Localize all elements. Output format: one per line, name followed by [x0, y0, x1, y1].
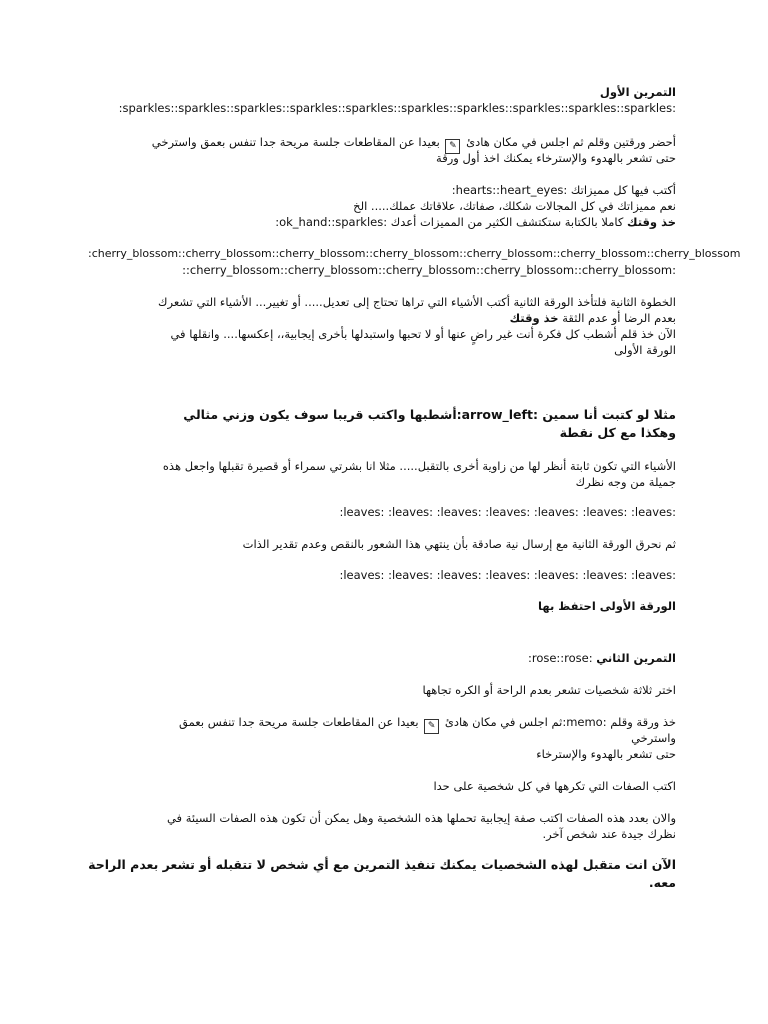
- paragraph-4-line-2: جميلة من وجه نظرك: [575, 475, 676, 489]
- leaves-line-2: :leaves: :leaves: :leaves: :leaves: :leaves: :leaves: :leaves:: [339, 568, 676, 582]
- paragraph-9-line-2: نظرك جيدة عند شخص آخر.: [542, 827, 676, 841]
- paragraph-2-line-3: [88, 214, 676, 230]
- arrow-left-code: :arrow_left:: [456, 407, 538, 422]
- paragraph-8-line-1: اكتب الصفات التي تكرهها في كل شخصية على حدا: [433, 779, 676, 793]
- paragraph-7-line-2: واسترخي: [631, 731, 676, 745]
- rose-code: :rose::rose:: [527, 651, 593, 665]
- keep-first-paper: الورقة الأولى احتفظ بها: [538, 599, 676, 613]
- memo-icon: ✎: [424, 719, 439, 734]
- paragraph-1-line-2: حتى تشعر بالهدوء والإسترخاء يمكنك اخذ أول ورقة: [436, 151, 676, 165]
- exercise-two-title: [88, 650, 676, 666]
- memo-icon: ✎: [445, 139, 460, 154]
- p1-text-a: أحضر ورقتين وقلم ثم اجلس في مكان هادئ: [466, 135, 676, 149]
- exercise-one-title: التمرين الأول: [599, 85, 676, 99]
- example-text-c: أشطبها واكتب قريبا سوف يكون وزني مثالي: [183, 407, 457, 422]
- take-your-time-bold-2: خذ وقتك: [509, 311, 559, 325]
- paragraph-10-line-2: معه.: [648, 875, 676, 890]
- paragraph-2-line-1: أكتب فيها كل مميزاتك :hearts::heart_eyes:: [451, 183, 676, 197]
- example-line-1: [88, 406, 676, 423]
- cherry-blossom-line-2: ::cherry_blossom::cherry_blossom::cherry_blossom::cherry_blossom::cherry_blossom:: [182, 263, 676, 277]
- paragraph-2-line-2: نعم مميزاتك في كل المجالات شكلك، صفاتك، علاقاتك عملك..... الخ: [353, 199, 676, 213]
- paragraph-4-line-1: الأشياء التي تكون ثابتة أنظر لها من زاوية أخرى بالتقبل..... مثلا انا بشرتي سمراء أو قصيرة تقبلها واجعل هذه: [162, 459, 676, 473]
- paragraph-5-line-1: ثم نحرق الورقة الثانية مع إرسال نية صادقة بأن ينتهي هذا الشعور بالنقص وعدم تقدير الذات: [242, 537, 676, 551]
- p2-line3-rest: كاملا بالكتابة ستكتشف الكثير من المميزات أعدك :ok_hand::sparkles:: [275, 215, 624, 229]
- exercise-two-label: التمرين الثاني: [596, 651, 676, 665]
- paragraph-3-line-3: الآن خذ قلم أشطب كل فكرة أنت غير راضٍ عنها أو لا تحبها واستبدلها بأخرى إيجابية،، إعكسها.... وانقلها في: [170, 327, 676, 341]
- paragraph-3-line-4: الورقة الأولى: [614, 343, 676, 357]
- paragraph-10-line-1: الآن انت متقبل لهذه الشخصيات يمكنك تنفيذ التمرين مع أي شخص لا تتقبله أو تشعر بعدم الراحة: [88, 857, 676, 872]
- p7-text-b: ثم اجلس في مكان هادئ: [444, 715, 563, 729]
- paragraph-9-line-1: والان بعدد هذه الصفات اكتب صفة إيجابية تحملها هذه الشخصية وهل يمكن أن تكون هذه الصفات السيئة في: [166, 811, 676, 825]
- example-text-a: مثلا لو كتبت أنا سمين: [542, 407, 676, 422]
- sparkles-line: :sparkles::sparkles::sparkles::sparkles::sparkles::sparkles::sparkles::sparkles::sparkles::sparkles:: [118, 101, 676, 115]
- take-your-time-bold: خذ وقتك: [626, 215, 676, 229]
- p1-text-b: بعيدا عن المقاطعات جلسة مريحة جدا تنفس بعمق واسترخي: [151, 135, 440, 149]
- p7-text-c: بعيدا عن المقاطعات جلسة مريحة جدا تنفس بعمق: [179, 715, 419, 729]
- document-page: [88, 0, 741, 1024]
- cherry-blossom-line-1: :cherry_blossom::cherry_blossom::cherry_blossom::cherry_blossom::cherry_blossom::cherry_blossom::cherry_blossom: [88, 247, 741, 260]
- leaves-line-1: :leaves: :leaves: :leaves: :leaves: :leaves: :leaves: :leaves:: [339, 505, 676, 519]
- p3-line2-text: بعدم الرضا أو عدم الثقة: [562, 311, 676, 325]
- p7-text-a: خذ ورقة وقلم :memo:: [562, 715, 676, 729]
- paragraph-3-line-1: الخطوة الثانية فلتأخذ الورقة الثانية أكتب الأشياء التي تراها تحتاج إلى تعديل..... أو تغيير... الأشياء التي تشعرك: [158, 295, 676, 309]
- paragraph-7-line-3: حتى تشعر بالهدوء والإسترخاء: [536, 747, 676, 761]
- paragraph-3-line-2: [88, 310, 676, 326]
- example-line-2: وهكذا مع كل نقطة: [559, 425, 676, 440]
- paragraph-6-line-1: اختر ثلاثة شخصيات تشعر بعدم الراحة أو الكره تجاهها: [422, 683, 676, 697]
